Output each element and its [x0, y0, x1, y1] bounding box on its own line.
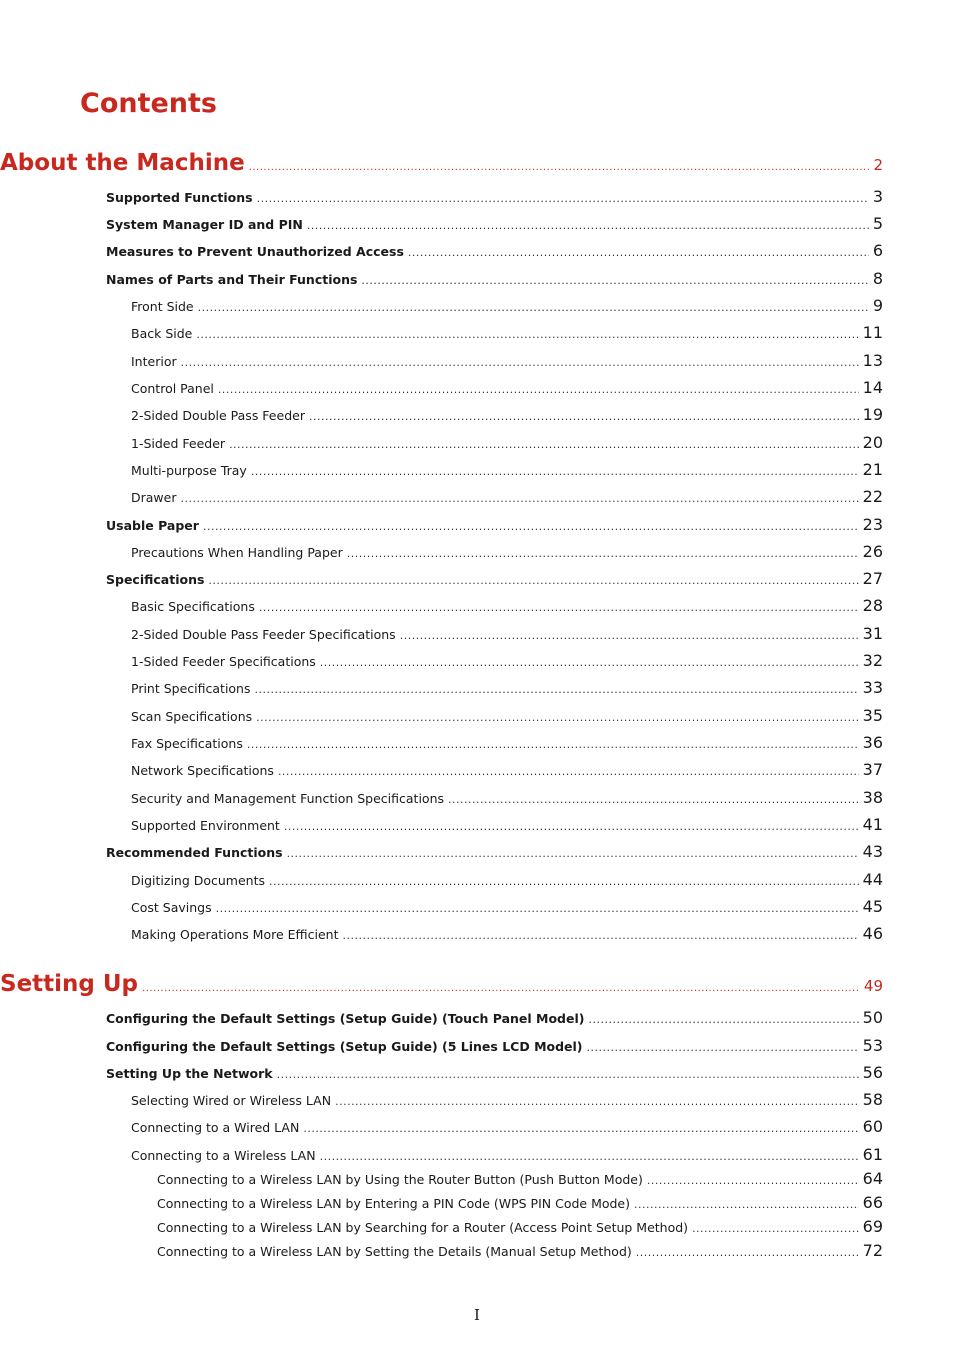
- dot-leader: [218, 383, 859, 396]
- dot-leader: [196, 328, 858, 341]
- toc-entry-page: 46: [862, 924, 883, 943]
- toc-entry[interactable]: [131, 351, 883, 370]
- dot-leader: [287, 847, 859, 860]
- toc-entry-page: 31: [862, 624, 883, 643]
- toc-entry-title: Security and Management Function Specifications: [131, 791, 445, 806]
- toc-entry[interactable]: [131, 733, 883, 752]
- toc-entry-title: Supported Functions: [106, 190, 253, 205]
- dot-leader: [307, 219, 869, 232]
- toc-entry[interactable]: [131, 924, 883, 943]
- toc-entry-title: Network Specifications: [131, 763, 274, 778]
- toc-entry-page: 56: [862, 1063, 883, 1082]
- toc-entry-title: System Manager ID and PIN: [106, 217, 303, 232]
- dot-leader: [303, 1122, 858, 1135]
- toc-entry[interactable]: [131, 897, 883, 916]
- toc-entry[interactable]: [131, 788, 883, 807]
- dot-leader: [216, 902, 859, 915]
- toc-entry-title: Connecting to a Wireless LAN by Entering a PIN Code (WPS PIN Code Mode): [157, 1196, 630, 1211]
- toc-chapter[interactable]: [0, 971, 883, 997]
- toc-entry-page: 36: [862, 733, 883, 752]
- toc-entry-title: Names of Parts and Their Functions: [106, 272, 358, 287]
- toc-entry[interactable]: [106, 241, 883, 260]
- toc-entry-page: 28: [862, 596, 883, 615]
- toc-entry-page: 50: [862, 1008, 883, 1027]
- dot-leader: [636, 1246, 859, 1259]
- toc-entry[interactable]: [131, 1117, 883, 1136]
- dot-leader: [251, 465, 859, 478]
- toc-entry-title: Multi-purpose Tray: [131, 463, 247, 478]
- toc-entry-page: 44: [862, 870, 883, 889]
- toc-entry[interactable]: [157, 1241, 883, 1260]
- toc-entry[interactable]: [131, 678, 883, 697]
- dot-leader: [320, 1150, 859, 1163]
- toc-entry-title: Specifications: [106, 572, 205, 587]
- page-number: I: [474, 1306, 480, 1324]
- toc-entry-title: Drawer: [131, 490, 177, 505]
- toc-entry-page: 33: [862, 678, 883, 697]
- toc-entry[interactable]: [131, 1090, 883, 1109]
- dot-leader: [257, 192, 869, 205]
- toc-entry[interactable]: [106, 842, 883, 861]
- dot-leader: [320, 656, 859, 669]
- toc-entry-page: 61: [862, 1145, 883, 1164]
- toc-entry[interactable]: [131, 624, 883, 643]
- toc-entry[interactable]: [131, 542, 883, 561]
- toc-entry[interactable]: [106, 569, 883, 588]
- toc-entry[interactable]: [131, 460, 883, 479]
- dot-leader: [335, 1095, 859, 1108]
- toc-entry[interactable]: [131, 378, 883, 397]
- dot-leader: [247, 738, 859, 751]
- toc-entry-page: 58: [862, 1090, 883, 1109]
- toc-chapter[interactable]: [0, 150, 883, 176]
- toc-entry-page: 64: [862, 1169, 883, 1188]
- dot-leader: [249, 162, 870, 173]
- dot-leader: [408, 246, 869, 259]
- toc-entry[interactable]: [131, 433, 883, 452]
- dot-leader: [278, 765, 859, 778]
- toc-entry-page: 72: [862, 1241, 883, 1260]
- toc-entry-page: 37: [862, 760, 883, 779]
- toc-entry[interactable]: [131, 296, 883, 315]
- toc-entry-page: 21: [862, 460, 883, 479]
- toc-entry-title: Recommended Functions: [106, 845, 283, 860]
- toc-entry[interactable]: [106, 269, 883, 288]
- dot-leader: [208, 574, 858, 587]
- toc-entry-title: 1-Sided Feeder Specifications: [131, 654, 316, 669]
- toc-entry-title: Usable Paper: [106, 518, 199, 533]
- toc-entry[interactable]: [131, 760, 883, 779]
- toc-entry-page: 27: [862, 569, 883, 588]
- toc-entry[interactable]: [131, 323, 883, 342]
- toc-entry-page: 60: [862, 1117, 883, 1136]
- dot-leader: [259, 601, 859, 614]
- dot-leader: [284, 820, 859, 833]
- dot-leader: [255, 683, 859, 696]
- toc-entry-title: Connecting to a Wireless LAN by Setting the Details (Manual Setup Method): [157, 1244, 632, 1259]
- toc-entry-title: Selecting Wired or Wireless LAN: [131, 1093, 332, 1108]
- dot-leader: [181, 356, 859, 369]
- toc-entry-title: Print Specifications: [131, 681, 251, 696]
- toc-entry-title: Basic Specifications: [131, 599, 255, 614]
- dot-leader: [634, 1198, 859, 1211]
- toc-entry-title: Setting Up: [0, 971, 139, 997]
- toc-entry[interactable]: [157, 1193, 883, 1212]
- toc-entry-page: 3: [872, 187, 883, 206]
- toc-entry-page: 53: [862, 1036, 883, 1055]
- toc-entry-title: Scan Specifications: [131, 709, 253, 724]
- toc-entry-page: 14: [862, 378, 883, 397]
- toc-entry-page: 5: [872, 214, 883, 233]
- toc-entry-title: Making Operations More Efficient: [131, 927, 339, 942]
- toc-entry[interactable]: [106, 1036, 883, 1055]
- toc-entry-title: Connecting to a Wireless LAN: [131, 1148, 316, 1163]
- dot-leader: [256, 711, 859, 724]
- dot-leader: [142, 983, 860, 994]
- toc-entry[interactable]: [106, 515, 883, 534]
- toc-entry-title: Control Panel: [131, 381, 214, 396]
- toc-entry[interactable]: [131, 1145, 883, 1164]
- toc-entry-page: 49: [863, 977, 883, 995]
- toc-entry[interactable]: [131, 596, 883, 615]
- toc-entry-title: Fax Specifications: [131, 736, 243, 751]
- dot-leader: [198, 301, 869, 314]
- dot-leader: [203, 520, 859, 533]
- toc-entry-page: 6: [872, 241, 883, 260]
- toc-entry-page: 41: [862, 815, 883, 834]
- dot-leader: [587, 1041, 859, 1054]
- toc-entry-title: About the Machine: [0, 150, 245, 176]
- toc-entry-page: 32: [862, 651, 883, 670]
- toc-entry[interactable]: [106, 1008, 883, 1027]
- toc-entry[interactable]: [106, 187, 883, 206]
- dot-leader: [342, 929, 858, 942]
- dot-leader: [309, 410, 859, 423]
- toc-entry-page: 8: [872, 269, 883, 288]
- toc-entry-title: 2-Sided Double Pass Feeder: [131, 408, 305, 423]
- toc-entry-page: 22: [862, 487, 883, 506]
- toc-entry[interactable]: [157, 1217, 883, 1236]
- toc-entry-title: Precautions When Handling Paper: [131, 545, 343, 560]
- toc-entry-page: 2: [873, 156, 883, 174]
- toc-entry-title: Configuring the Default Settings (Setup Guide) (Touch Panel Model): [106, 1011, 585, 1026]
- toc-entry-page: 13: [862, 351, 883, 370]
- dot-leader: [269, 875, 859, 888]
- dot-leader: [647, 1174, 859, 1187]
- toc-entry-page: 38: [862, 788, 883, 807]
- toc-entry-title: Connecting to a Wireless LAN by Using the Router Button (Push Button Mode): [157, 1172, 643, 1187]
- toc-entry-title: Supported Environment: [131, 818, 280, 833]
- toc-entry-title: Connecting to a Wireless LAN by Searching for a Router (Access Point Setup Method): [157, 1220, 689, 1235]
- dot-leader: [277, 1068, 859, 1081]
- toc-entry-title: Cost Savings: [131, 900, 212, 915]
- toc-entry-title: Front Side: [131, 299, 194, 314]
- dot-leader: [588, 1013, 858, 1026]
- toc-entry-title: Back Side: [131, 326, 193, 341]
- dot-leader: [400, 629, 859, 642]
- toc-entry-title: Interior: [131, 354, 177, 369]
- toc-entry[interactable]: [106, 1063, 883, 1082]
- toc-entry-page: 11: [862, 323, 883, 342]
- dot-leader: [692, 1222, 859, 1235]
- toc-entry-title: Configuring the Default Settings (Setup Guide) (5 Lines LCD Model): [106, 1039, 583, 1054]
- toc-entry[interactable]: [131, 651, 883, 670]
- toc-entry[interactable]: [131, 706, 883, 725]
- toc-entry-title: 1-Sided Feeder: [131, 436, 226, 451]
- toc-entry-page: 23: [862, 515, 883, 534]
- toc-entry-title: Digitizing Documents: [131, 873, 266, 888]
- dot-leader: [347, 547, 859, 560]
- toc-entry[interactable]: [157, 1169, 883, 1188]
- toc-entry[interactable]: [131, 870, 883, 889]
- toc-entry-page: 26: [862, 542, 883, 561]
- toc-entry-page: 43: [862, 842, 883, 861]
- toc-entry-title: Connecting to a Wired LAN: [131, 1120, 300, 1135]
- dot-leader: [229, 438, 859, 451]
- toc-entry-page: 9: [872, 296, 883, 315]
- dot-leader: [361, 274, 868, 287]
- page-title: Contents: [80, 88, 218, 119]
- toc-entry-page: 19: [862, 405, 883, 424]
- toc-entry-page: 69: [862, 1217, 883, 1236]
- dot-leader: [448, 793, 859, 806]
- toc-entry[interactable]: [131, 487, 883, 506]
- toc-entry-page: 66: [862, 1193, 883, 1212]
- toc-entry-page: 35: [862, 706, 883, 725]
- toc-entry[interactable]: [131, 405, 883, 424]
- toc-entry-title: Setting Up the Network: [106, 1066, 273, 1081]
- toc-entry-page: 45: [862, 897, 883, 916]
- dot-leader: [180, 492, 858, 505]
- toc-entry-title: Measures to Prevent Unauthorized Access: [106, 244, 404, 259]
- toc-entry[interactable]: [131, 815, 883, 834]
- toc-entry[interactable]: [106, 214, 883, 233]
- toc-entry-page: 20: [862, 433, 883, 452]
- toc-entry-title: 2-Sided Double Pass Feeder Specifications: [131, 627, 396, 642]
